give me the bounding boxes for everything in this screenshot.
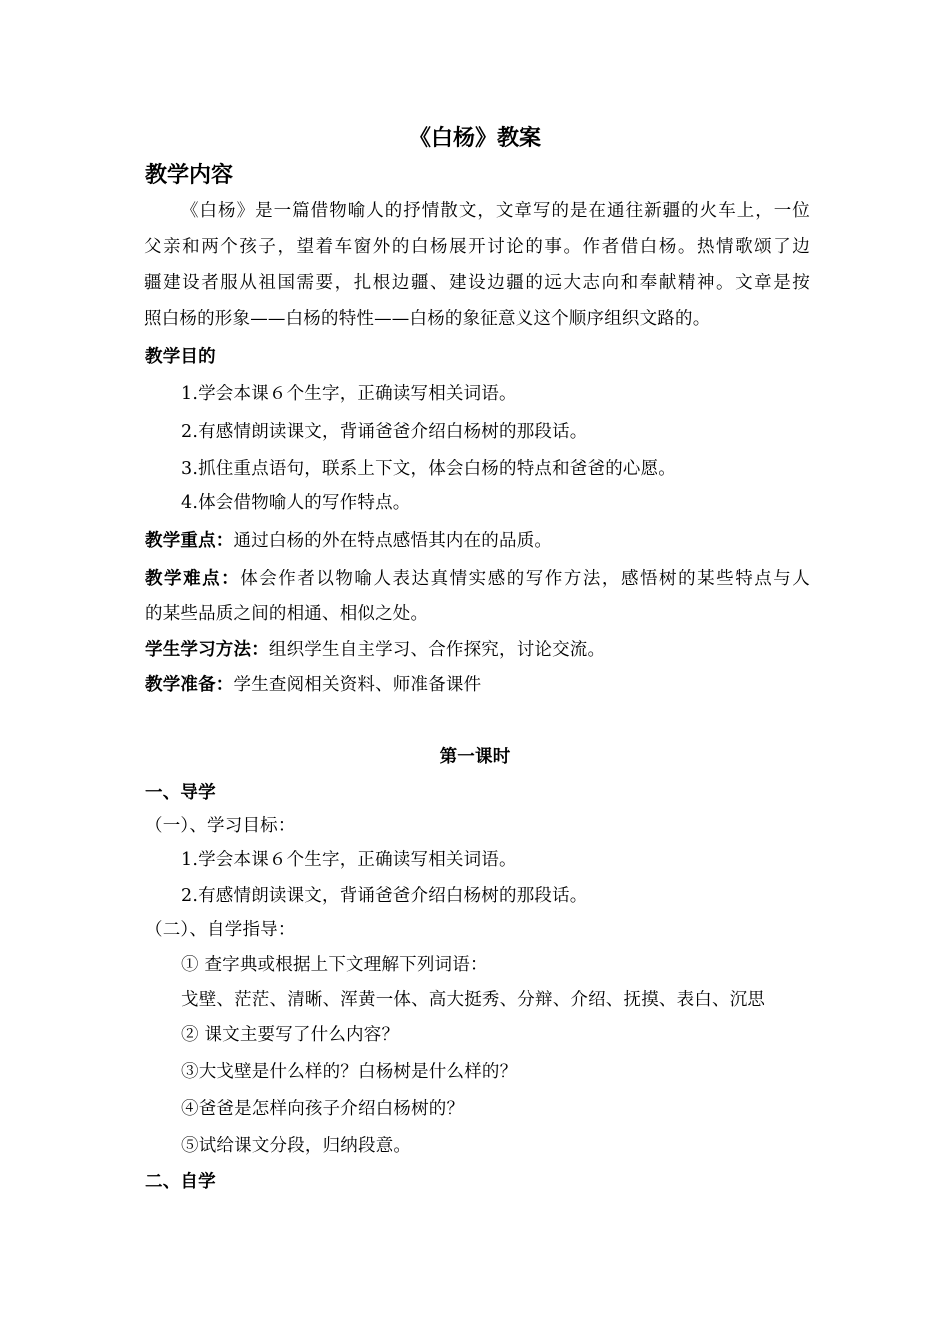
preparation: [145, 673, 810, 697]
difficulty: [145, 567, 810, 591]
part1-sub2-item: 戈壁、茫茫、清晰、浑黄一体、高大挺秀、分辩、介绍、抚摸、表白、沉思: [181, 990, 766, 1010]
study-method: [145, 638, 810, 662]
part1-sub1: （一）、学习目标：: [145, 816, 296, 836]
key-point: [145, 529, 810, 553]
difficulty-text-cont: 的某些品质之间的相通、相似之处。: [145, 604, 429, 624]
goal-item: 4.体会借物喻人的写作特点。: [181, 493, 411, 513]
content-line: 《白杨》是一篇借物喻人的抒情散文，文章写的是在通往新疆的火车上，一位: [181, 201, 810, 221]
part1-sub2: （二）、自学指导：: [145, 920, 296, 940]
goal-item: 2.有感情朗读课文，背诵爸爸介绍白杨树的那段话。: [181, 422, 588, 442]
part1-sub1-item: 2.有感情朗读课文，背诵爸爸介绍白杨树的那段话。: [181, 886, 588, 906]
part1-sub2-item: ② 课文主要写了什么内容？: [181, 1025, 400, 1045]
part1-sub1-item: 1.学会本课６个生字，正确读写相关词语。: [181, 850, 517, 870]
goals-heading: 教学目的: [145, 347, 216, 367]
part1-sub2-item: ① 查字典或根据上下文理解下列词语：: [181, 955, 488, 975]
document-title: 《白杨》教案: [408, 125, 541, 151]
lesson-title: 第一课时: [439, 747, 511, 767]
goal-item: 3.抓住重点语句，联系上下文，体会白杨的特点和爸爸的心愿。: [181, 459, 676, 479]
difficulty-label: 教学难点：: [145, 569, 241, 589]
section-heading-content: 教学内容: [145, 162, 234, 188]
part1-sub2-item: ⑤试给课文分段，归纳段意。: [181, 1136, 412, 1156]
key-point-text: 通过白杨的外在特点感悟其内在的品质。: [233, 531, 553, 551]
content-line: 父亲和两个孩子，望着车窗外的白杨展开讨论的事。作者借白杨。热情歌颂了边: [144, 237, 810, 257]
preparation-text: 学生查阅相关资料、师准备课件: [233, 675, 482, 695]
part1-heading: 一、导学: [145, 783, 216, 803]
content-line: 疆建设者服从祖国需要，扎根边疆、建设边疆的远大志向和奉献精神。文章是按: [144, 273, 810, 293]
goal-item: 1.学会本课６个生字，正确读写相关词语。: [181, 384, 517, 404]
key-point-label: 教学重点：: [145, 531, 234, 551]
preparation-label: 教学准备：: [145, 675, 234, 695]
part1-sub2-item: ④爸爸是怎样向孩子介绍白杨树的？: [181, 1099, 465, 1119]
part2-heading: 二、自学: [145, 1172, 216, 1192]
study-method-text: 组织学生自主学习、合作探究，讨论交流。: [268, 640, 606, 660]
difficulty-text: 体会作者以物喻人表达真情实感的写作方法，感悟树的某些特点与人: [240, 569, 811, 589]
study-method-label: 学生学习方法：: [145, 640, 269, 660]
part1-sub2-item: ③大戈壁是什么样的？白杨树是什么样的？: [181, 1062, 518, 1082]
content-line: 照白杨的形象——白杨的特性——白杨的象征意义这个顺序组织文路的。: [144, 309, 711, 329]
